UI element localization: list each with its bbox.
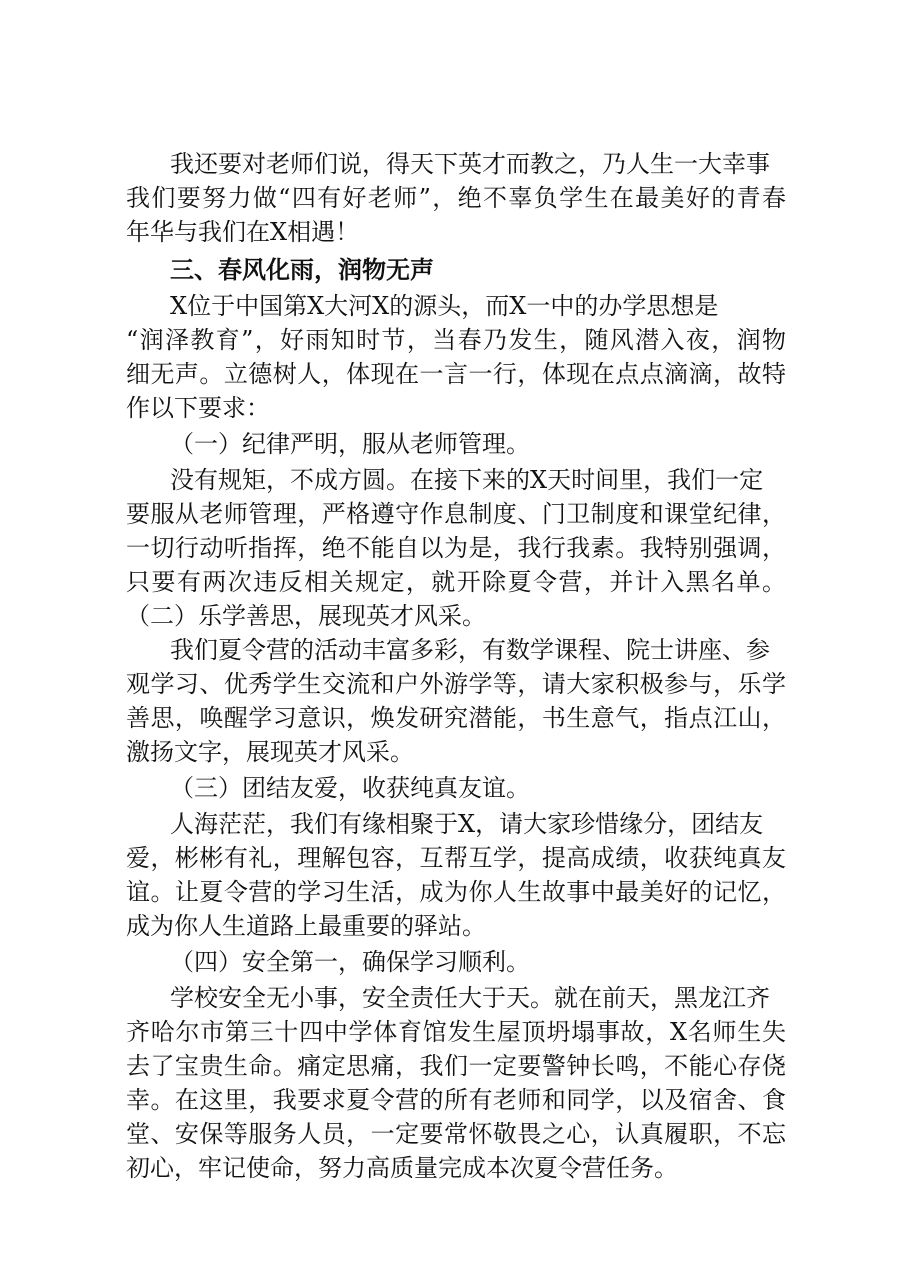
paragraph-line: 只要有两次违反相关规定，就开除夏令营，并计入黑名单。: [126, 568, 786, 596]
paragraph-line: 成为你人生道路上最重要的驿站。: [126, 912, 486, 940]
paragraph-line: 我们要努力做“四有好老师”，绝不辜负学生在最美好的青春: [126, 184, 786, 212]
paragraph-line: 爱，彬彬有礼，理解包容，互帮互学，提高成绩，收获纯真友: [126, 844, 786, 872]
paragraph-line: 细无声。立德树人，体现在一言一行，体现在点点滴滴，故特: [126, 360, 786, 388]
subsection-heading: （三）团结友爱，收获纯真友谊。: [170, 774, 530, 802]
paragraph-line: 作以下要求：: [126, 394, 270, 422]
paragraph-line: 学校安全无小事，安全责任大于天。就在前天，黑龙江齐: [170, 984, 770, 1012]
paragraph-line: 谊。让夏令营的学习生活，成为你人生故事中最美好的记忆，: [126, 878, 786, 906]
paragraph-line: 去了宝贵生命。痛定思痛，我们一定要警钟长鸣，不能心存侥: [126, 1052, 786, 1080]
subsection-heading: （一）纪律严明，服从老师管理。: [170, 430, 530, 458]
subsection-heading: （二）乐学善思，展现英才风采。: [126, 602, 486, 630]
paragraph-line: 要服从老师管理，严格遵守作息制度、门卫制度和课堂纪律，: [126, 500, 786, 528]
paragraph-line: 没有规矩，不成方圆。在接下来的X天时间里，我们一定: [170, 466, 764, 494]
paragraph-line: 我还要对老师们说，得天下英才而教之，乃人生一大幸事: [170, 150, 770, 178]
paragraph-line: 观学习、优秀学生交流和户外游学等，请大家积极参与，乐学: [126, 670, 786, 698]
paragraph-line: 我们夏令营的活动丰富多彩，有数学课程、院士讲座、参: [170, 636, 770, 664]
subsection-heading: （四）安全第一，确保学习顺利。: [170, 948, 530, 976]
paragraph-line: “润泽教育”，好雨知时节，当春乃发生，随风潜入夜，润物: [126, 326, 786, 354]
paragraph-line: 初心，牢记使命，努力高质量完成本次夏令营任务。: [126, 1154, 678, 1182]
paragraph-line: 善思，唤醒学习意识，焕发研究潜能，书生意气，指点江山，: [126, 704, 786, 732]
paragraph-line: 激扬文字，展现英才风采。: [126, 738, 414, 766]
paragraph-line: 人海茫茫，我们有缘相聚于X，请大家珍惜缘分，团结友: [170, 810, 764, 838]
paragraph-line: 堂、安保等服务人员，一定要常怀敬畏之心，认真履职，不忘: [126, 1120, 786, 1148]
paragraph-line: 幸。在这里，我要求夏令营的所有老师和同学，以及宿舍、食: [126, 1086, 786, 1114]
paragraph-line: 一切行动听指挥，绝不能自以为是，我行我素。我特别强调，: [126, 534, 786, 562]
paragraph-line: 年华与我们在X相遇！: [126, 218, 360, 246]
paragraph-line: X位于中国第X大河X的源头，而X一中的办学思想是: [170, 292, 719, 320]
paragraph-line: 齐哈尔市第三十四中学体育馆发生屋顶坍塌事故，X名师生失: [126, 1018, 786, 1046]
section-heading: 三、春风化雨，润物无声: [170, 255, 434, 284]
